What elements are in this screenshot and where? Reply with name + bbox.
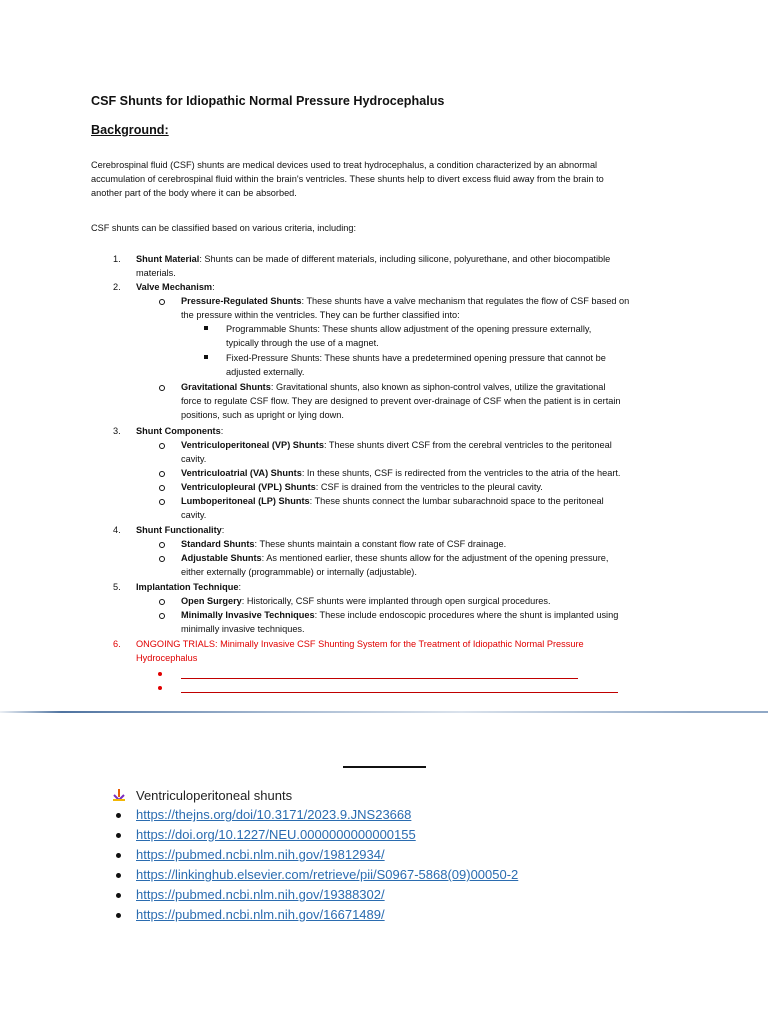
reference-link[interactable]: https://pubmed.ncbi.nlm.nih.gov/19812934/ <box>136 847 385 862</box>
reference-link[interactable]: https://doi.org/10.1227/NEU.0000000000000155 <box>136 827 416 842</box>
item-title: Shunt Material <box>136 254 200 264</box>
circle-bullet-icon <box>159 542 165 548</box>
page-divider <box>0 711 768 713</box>
circle-bullet-icon <box>159 385 165 391</box>
bullet-icon <box>116 833 121 838</box>
circle-bullet-icon <box>159 299 165 305</box>
blank-underline <box>181 678 578 679</box>
sub-item-standard-shunts: Standard Shunts: These shunts maintain a constant flow rate of CSF drainage. <box>181 539 507 549</box>
bullet-icon <box>116 813 121 818</box>
sub-item-pressure-regulated: Pressure-Regulated Shunts: These shunts have a valve mechanism that regulates the flow of CSF based on the pressure within the ventricles. They can be further classified into: <box>181 296 630 320</box>
item-number: 1. <box>113 254 121 264</box>
sub-sub-item-fixed-pressure: Fixed-Pressure Shunts: These shunts have a predetermined opening pressure that cannot be adjusted externally. <box>226 353 606 377</box>
circle-bullet-icon <box>159 499 165 505</box>
document-title: CSF Shunts for Idiopathic Normal Pressure Hydrocephalus <box>91 94 445 108</box>
circle-bullet-icon <box>159 556 165 562</box>
reference-link[interactable]: https://thejns.org/doi/10.3171/2023.9.JNS23668 <box>136 807 412 822</box>
classification-intro: CSF shunts can be classified based on various criteria, including: <box>91 223 357 233</box>
circle-bullet-icon <box>159 471 165 477</box>
square-bullet-icon <box>204 355 208 359</box>
list-item-shunt-components: Shunt Components: <box>136 426 224 436</box>
section-rule <box>343 766 426 768</box>
sub-item-adjustable-shunts: Adjustable Shunts: As mentioned earlier, these shunts allow for the adjustment of the opening pressure, either externally (programmable) or internally (adjustable). <box>181 553 609 577</box>
blank-underline <box>181 692 618 693</box>
circle-bullet-icon <box>159 443 165 449</box>
square-bullet-icon <box>204 326 208 330</box>
item-title: Shunt Functionality <box>136 525 222 535</box>
references-label: Ventriculoperitoneal shunts <box>136 788 293 803</box>
sub-item-minimally-invasive: Minimally Invasive Techniques: These include endoscopic procedures where the shunt is implanted using minimally invasive techniques. <box>181 610 619 634</box>
sub-item-open-surgery: Open Surgery: Historically, CSF shunts were implanted through open surgical procedures. <box>181 596 551 606</box>
item-title: Shunt Components <box>136 426 221 436</box>
list-item-ongoing-trials: ONGOING TRIALS: Minimally Invasive CSF Shunting System for the Treatment of Idiopathic Normal Pressure Hydrocephalus <box>136 639 584 663</box>
reference-link[interactable]: https://linkinghub.elsevier.com/retrieve/pii/S0967-5868(09)00050-2 <box>136 867 519 882</box>
sub-item-gravitational: Gravitational Shunts: Gravitational shunts, also known as siphon-control valves, utilize the gravitational force to regulate CSF flow. They are designed to prevent over-drainage of CSF when the patient is in certain positions, such as upright or lying down. <box>181 382 621 420</box>
reference-link[interactable]: https://pubmed.ncbi.nlm.nih.gov/16671489/ <box>136 907 385 922</box>
sub-item-vpl-shunts: Ventriculopleural (VPL) Shunts: CSF is drained from the ventricles to the pleural cavity. <box>181 482 543 492</box>
list-item-shunt-functionality: Shunt Functionality: <box>136 525 225 535</box>
bullet-icon <box>116 913 121 918</box>
item-number: 6. <box>113 639 121 649</box>
list-item-implantation-technique: Implantation Technique: <box>136 582 241 592</box>
sub-item-vp-shunts: Ventriculoperitoneal (VP) Shunts: These shunts divert CSF from the cerebral ventricles to the peritoneal cavity. <box>181 440 612 464</box>
item-number: 3. <box>113 426 121 436</box>
item-title: Valve Mechanism <box>136 282 213 292</box>
item-title: Implantation Technique <box>136 582 239 592</box>
red-bullet-icon <box>158 672 162 676</box>
item-number: 2. <box>113 282 121 292</box>
list-item-shunt-material: Shunt Material: Shunts can be made of different materials, including silicone, polyurethane, and other biocompatible materials. <box>136 254 611 278</box>
intro-line: Cerebrospinal fluid (CSF) shunts are medical devices used to treat hydrocephalus, a condition characterized by an abnormal <box>91 160 598 170</box>
arrow-bullet-icon <box>113 789 125 801</box>
intro-line: accumulation of cerebrospinal fluid within the brain's ventricles. These shunts help to divert excess fluid away from the brain to <box>91 174 604 184</box>
circle-bullet-icon <box>159 613 165 619</box>
red-bullet-icon <box>158 686 162 690</box>
item-number: 5. <box>113 582 121 592</box>
sub-item-va-shunts: Ventriculoatrial (VA) Shunts: In these shunts, CSF is redirected from the ventricles to the atria of the heart. <box>181 468 621 478</box>
bullet-icon <box>116 853 121 858</box>
reference-link[interactable]: https://pubmed.ncbi.nlm.nih.gov/19388302/ <box>136 887 385 902</box>
item-number: 4. <box>113 525 121 535</box>
list-item-valve-mechanism: Valve Mechanism: <box>136 282 215 292</box>
intro-line: another part of the body where it can be absorbed. <box>91 188 297 198</box>
intro-paragraph <box>91 158 691 200</box>
bullet-icon <box>116 893 121 898</box>
sub-item-lp-shunts: Lumboperitoneal (LP) Shunts: These shunts connect the lumbar subarachnoid space to the peritoneal cavity. <box>181 496 604 520</box>
bullet-icon <box>116 873 121 878</box>
circle-bullet-icon <box>159 485 165 491</box>
circle-bullet-icon <box>159 599 165 605</box>
sub-sub-item-programmable: Programmable Shunts: These shunts allow adjustment of the opening pressure externally, typically through the use of a magnet. <box>226 324 592 348</box>
background-heading: Background: <box>91 123 169 137</box>
